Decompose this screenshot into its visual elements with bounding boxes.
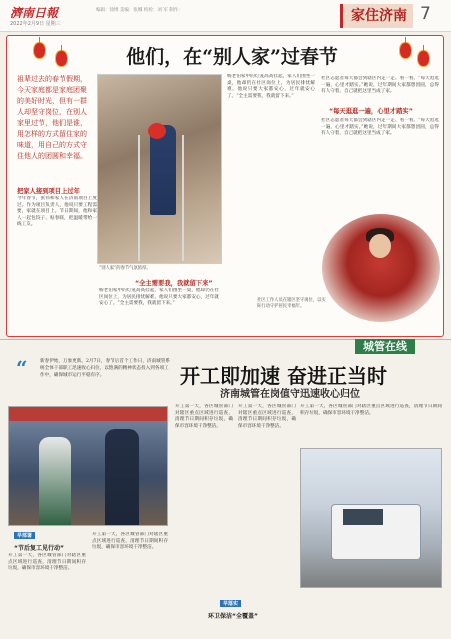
lantern-icon [55,50,68,67]
bottom-body-col-2: 开工第一天，各区城管部门对辖区重点区域进行巡查，清理节日期间积存垃圾，确保市容环境干净整洁。 [92,532,168,551]
bottom-photo-workers [8,406,168,526]
bottom-lede: 新春伊始，万象更新。2月7日，春节后首个工作日，济南城管系统全体干部职工迅速收心归位，以饱满的精神状态投入到各项工作中，确保城市运行平稳有序。 [40,359,170,378]
lantern-icon [399,42,412,59]
feature-subhead-3: “每天逛逛一遍，心里才踏实” [329,108,413,115]
bottom-body-col-4: 开工第一天，各区城管部门对辖区重点区域进行巡查，清理节日期间积存垃圾，确保市容环境干净整洁。 [238,404,296,429]
feature-body-col-3: 杨老伯家中的灯笼高高挂起，家人们围坐一桌，他却仍在社区岗位上，为居民排忧解难。他说只要大家都安心，过年就安心了。“全主需要我，我就留下来。” [227,74,315,99]
feature-body-col-5: 社区志愿者每天都会到辖区内走一走、看一看。“每天逛逛一遍，心里才踏实。”她说，过年期间大家都想团圆，总得有人守着，自己就把这里当成了家。 [321,118,439,137]
quote-icon: “ [16,356,28,380]
bottom-subhead: 济南城管在岗值守迅速收心归位 [220,389,360,400]
feature-caption-1: “别人家”的春节气氛浓厚。 [99,266,151,271]
column-subhead-1: “节后复工见行动” [14,545,64,552]
feature-subhead-2: “全主需要我，我就留下来” [135,280,213,287]
masthead [0,0,451,32]
bottom-body-col-1: 开工第一天，各区城管部门对辖区重点区域进行巡查，清理节日期间积存垃圾，确保市容环境干净整洁。 [8,553,86,572]
bottom-headline: 开工即加速 奋进正当时 [180,364,387,388]
feature-caption-2: 社区工作人员在辖区坚守岗位，以实际行动守护居民幸福年。 [257,298,326,309]
tag-label-1: 早部署 [14,532,35,539]
feature-subhead-1: 把家人接到项目上过年 [17,188,80,195]
bottom-photo-truck [300,448,442,588]
feature-photo-portrait [322,214,440,322]
feature-lede: 祖辈过去的春节假期，今天家庭都是家庭团聚的美好时光，但有一群人却坚守岗位，在别人家里过节，他们是谁，用怎样的方式留住家的味道，用自己的方式守住他人的团圆和幸福。 [17,75,87,160]
page-number: 7 [420,4,431,24]
feature-article [6,35,444,337]
feature-body-col-2: 杨老伯家中的灯笼高高挂起，家人们围坐一桌，他却仍在社区岗位上，为居民排忧解难。他说只要大家都安心，过年就安心了。“全主需要我，我就留下来。” [99,288,219,307]
tag-label-2: 早落实 [220,600,241,607]
lantern-icon [33,42,46,59]
feature-body-col-1: 今年春节，张伟和家人在济南项目上度过。作为项目负责人，他说只要工程需要，家就在项目上。节日期间，他和家人一起包饺子、贴春联，把温暖带给一线工友。 [17,196,97,228]
column-subhead-2: 环卫保洁“全覆盖” [208,613,258,620]
bottom-body-col-3: 开工第一天，各区城管部门对辖区重点区域进行巡查，清理节日期间积存垃圾，确保市容环境干净整洁。 [175,404,233,429]
bottom-body-col-5: 开工第一天，各区城管部门对辖区重点区域进行巡查，清理节日期间积存垃圾，确保市容环境干净整洁。 [300,404,442,416]
editor-line: 编辑：徐博 美编：张娜 校检：刘 军 制作： [96,8,183,13]
dateline: 2022年2月9日 星期三 [10,21,61,27]
newspaper-logo: 濟南日報 [10,6,59,20]
lantern-icon [417,50,430,67]
feature-photo-ladder [97,74,222,264]
bottom-section-label: 城管在线 [355,339,415,354]
feature-headline: 他们，在“别人家”过春节 [126,46,338,68]
feature-body-col-4: 社区志愿者每天都会到辖区内走一走、看一看。“每天逛逛一遍，心里才踏实。”她说，过年期间大家都想团圆，总得有人守着，自己就把这里当成了家。 [321,76,439,95]
section-label: 家住济南 [340,4,413,28]
